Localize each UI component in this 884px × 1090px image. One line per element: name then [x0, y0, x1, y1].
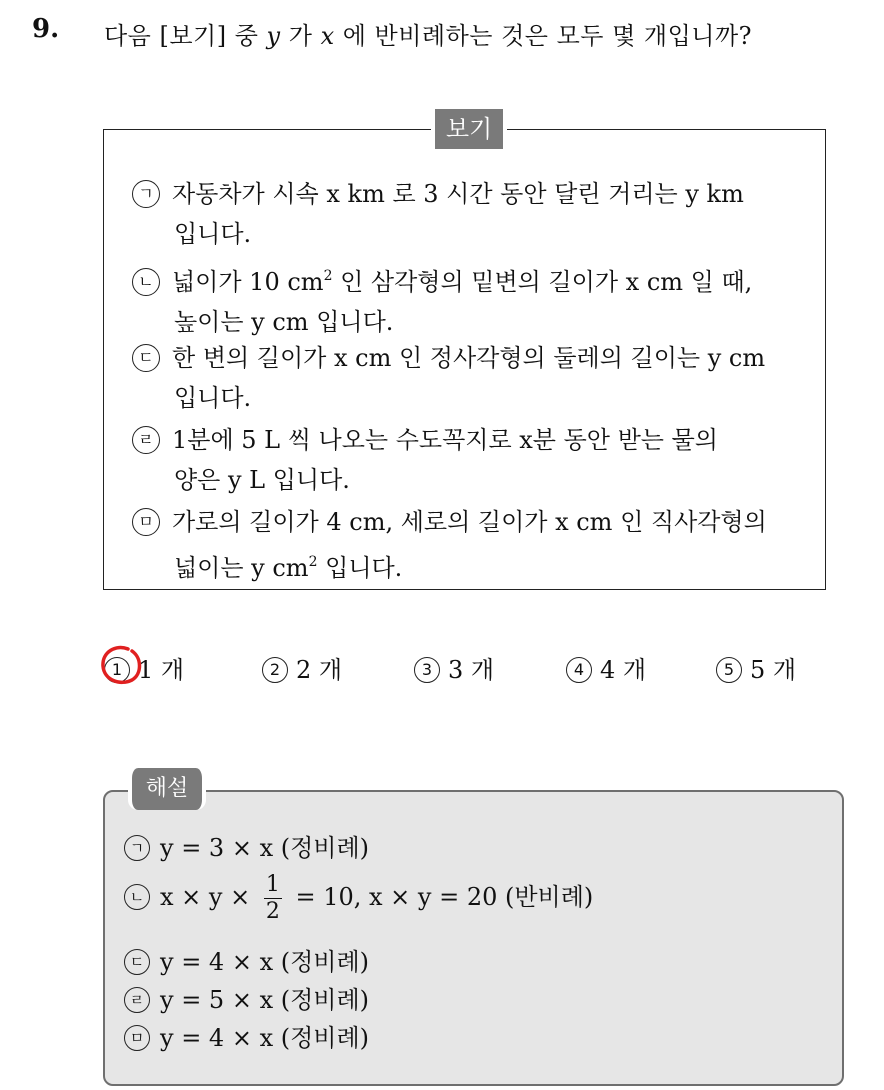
question-var-x: x [320, 22, 335, 50]
solution-line-2 [124, 872, 593, 925]
bogi-item-2 [132, 256, 752, 342]
solution-line-1-text: y = 3 × x (정비례) [160, 834, 370, 862]
choice-4-number: 4 [566, 657, 592, 683]
solution-line-4-text: y = 5 × x (정비례) [160, 986, 370, 1014]
bogi-item-2-line2: 높이는 y cm 입니다. [174, 308, 394, 336]
bogi-item-5-mark: ㅁ [132, 508, 160, 536]
selected-answer-mark-icon [98, 642, 144, 688]
choice-5-label: 5 개 [750, 656, 797, 684]
solution-line-2-post: = 10, x × y = 20 (반비례) [287, 883, 594, 911]
choice-1-number: 1 [104, 657, 130, 683]
solution-line-5 [124, 1018, 369, 1053]
question-var-y: y [266, 22, 281, 50]
question-text-mid: 가 [280, 22, 321, 50]
bogi-item-2-line1a: 넓이가 10 cm [172, 268, 324, 296]
fraction-numerator: 1 [265, 872, 280, 897]
choice-1-label: 1 개 [138, 656, 185, 684]
choice-3-number: 3 [414, 657, 440, 683]
bogi-item-5-line1: 가로의 길이가 4 cm, 세로의 길이가 x cm 인 직사각형의 [172, 508, 767, 536]
question-text-post: 에 반비례하는 것은 모두 몇 개입니까? [334, 22, 753, 50]
question-number: 9. [32, 14, 60, 44]
solution-line-1 [124, 828, 369, 863]
bogi-item-1 [132, 174, 744, 254]
solution-line-3 [124, 942, 369, 977]
fraction-denominator: 2 [265, 899, 280, 924]
bogi-item-5-line2 [132, 542, 767, 588]
choice-4[interactable] [566, 650, 646, 685]
bogi-item-1-line2: 입니다. [174, 220, 252, 248]
solution-line-4 [124, 980, 369, 1015]
bogi-item-3-mark: ㄷ [132, 344, 160, 372]
bogi-item-4-line1: 1분에 5 L 씩 나오는 수도꼭지로 x분 동안 받는 물의 [172, 426, 718, 454]
answer-choices [104, 650, 824, 690]
bogi-item-4-line2: 양은 y L 입니다. [174, 466, 350, 494]
question-text [104, 16, 752, 51]
bogi-item-2-line1b: 인 삼각형의 밑변의 길이가 x cm 일 때, [332, 268, 753, 296]
choice-5-number: 5 [716, 657, 742, 683]
bogi-item-1-mark: ㄱ [132, 180, 160, 208]
bogi-item-4 [132, 420, 718, 500]
solution-line-3-text: y = 4 × x (정비례) [160, 948, 370, 976]
bogi-label: 보기 [431, 109, 507, 149]
solution-line-4-mark: ㄹ [124, 987, 150, 1013]
solution-line-5-mark: ㅁ [124, 1025, 150, 1051]
bogi-item-3 [132, 338, 765, 418]
bogi-item-1-line1: 자동차가 시속 x km 로 3 시간 동안 달린 거리는 y km [172, 180, 744, 208]
solution-line-2-pre: x × y × [160, 883, 258, 911]
bogi-item-2-mark: ㄴ [132, 268, 160, 296]
choice-5[interactable] [716, 650, 796, 685]
solution-fraction [264, 872, 282, 925]
bogi-item-4-mark: ㄹ [132, 426, 160, 454]
choice-2-number: 2 [262, 657, 288, 683]
solution-line-2-mark: ㄴ [124, 884, 150, 910]
bogi-item-2-sup: 2 [323, 268, 333, 284]
bogi-item-5 [132, 502, 767, 588]
choice-1[interactable] [104, 650, 184, 685]
bogi-item-3-line2: 입니다. [174, 384, 252, 412]
choice-4-label: 4 개 [600, 656, 647, 684]
solution-line-3-mark: ㄷ [124, 949, 150, 975]
bogi-item-5-sup: 2 [308, 554, 318, 570]
solution-label: 해설 [128, 768, 206, 810]
solution-line-1-mark: ㄱ [124, 835, 150, 861]
bogi-item-5-line2b: 입니다. [317, 554, 403, 582]
bogi-item-5-line2a: 넓이는 y cm [174, 554, 309, 582]
choice-2-label: 2 개 [296, 656, 343, 684]
choice-2[interactable] [262, 650, 342, 685]
choice-3-label: 3 개 [448, 656, 495, 684]
question-text-pre: 다음 [보기] 중 [104, 22, 267, 50]
choice-3[interactable] [414, 650, 494, 685]
bogi-item-3-line1: 한 변의 길이가 x cm 인 정사각형의 둘레의 길이는 y cm [172, 344, 766, 372]
solution-line-5-text: y = 4 × x (정비례) [160, 1024, 370, 1052]
